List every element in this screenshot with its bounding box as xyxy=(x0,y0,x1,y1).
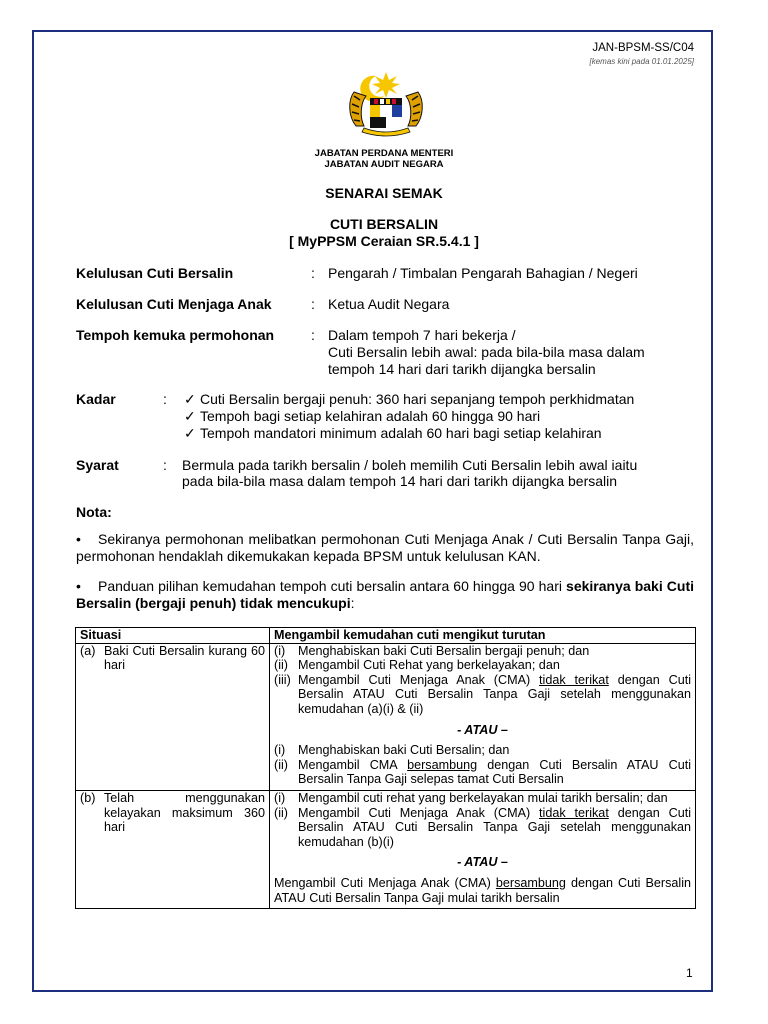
ministry-name: JABATAN PERDANA MENTERI xyxy=(314,148,454,159)
page-number: 1 xyxy=(686,966,693,980)
update-note: [kemas kini pada 01.01.2025] xyxy=(589,57,694,66)
table-header-row xyxy=(76,628,696,644)
check-icon: ✓ xyxy=(184,408,196,424)
coat-of-arms-icon xyxy=(340,70,432,142)
bullet-text: Sekiranya permohonan melibatkan permohonan Cuti Menjaga Anak / Cuti Bersalin Tanpa Gaji, permohonan hendaklah dikemukakan kepada BPSM untuk kelulusan KAN. xyxy=(76,531,694,564)
info-value: Cuti Bersalin lebih awal: pada bila-bila masa dalam xyxy=(328,344,645,360)
column-header: Situasi xyxy=(76,628,270,644)
info-label: Tempoh kemuka permohonan xyxy=(76,327,275,343)
info-value: Pengarah / Timbalan Pengarah Bahagian / Negeri xyxy=(328,265,638,281)
bullet-text: Panduan pilihan kemudahan tempoh cuti bersalin antara 60 hingga 90 hari sekiranya baki Cuti Bersalin (bergaji penuh) tidak mencukupi: xyxy=(76,578,694,611)
subtitle: CUTI BERSALIN xyxy=(329,216,439,232)
kadar-item: ✓ Tempoh bagi setiap kelahiran adalah 60 hingga 90 hari xyxy=(184,408,541,424)
column-header: Mengambil kemudahan cuti mengikut turutan xyxy=(270,628,696,644)
document-code: JAN-BPSM-SS/C04 xyxy=(592,42,694,54)
situation-cell: (b) Telah menggunakan kelayakan maksimum 360 hari xyxy=(76,790,270,908)
syarat-text: pada bila-bila masa dalam tempoh 14 hari dari tarikh dijangka bersalin xyxy=(182,473,618,489)
kadar-item: ✓ Cuti Bersalin bergaji penuh: 360 hari sepanjang tempoh perkhidmatan xyxy=(184,391,635,407)
syarat-label: Syarat xyxy=(76,457,119,473)
info-label: Kelulusan Cuti Menjaga Anak xyxy=(76,296,272,312)
department-name: JABATAN AUDIT NEGARA xyxy=(324,159,444,170)
bullet-icon: • xyxy=(76,578,81,594)
situation-table xyxy=(75,627,696,909)
page-title: SENARAI SEMAK xyxy=(325,185,443,201)
table-row xyxy=(76,643,696,790)
action-cell: (i) Menghabiskan baki Cuti Bersalin bergaji penuh; dan (ii) Mengambil Cuti Rehat yang berkelayakan; dan (iii) Mengambil Cuti Menjaga Anak (CMA) tidak terikat dengan Cuti Bersalin ATAU Cuti Bersalin Tanpa Gaji setelah menggunakan kemudahan (a)(i) & (ii) - ATAU – (i) Menghabiskan baki Cuti Bersalin; dan (ii) Mengambil CMA bersambung dengan Cuti Bersalin ATAU Cuti Bersalin Tanpa Gaji selepas tamat Cuti Bersalin xyxy=(270,643,696,790)
atau-separator: - ATAU – xyxy=(457,722,508,737)
atau-separator: - ATAU – xyxy=(457,855,508,870)
table-row xyxy=(76,790,696,908)
kadar-item: ✓ Tempoh mandatori minimum adalah 60 hari bagi setiap kelahiran xyxy=(184,425,602,441)
info-label: Kelulusan Cuti Bersalin xyxy=(76,265,234,281)
info-value: Ketua Audit Negara xyxy=(328,296,450,312)
info-value: tempoh 14 hari dari tarikh dijangka bersalin xyxy=(328,361,596,377)
check-icon: ✓ xyxy=(184,425,196,441)
reference: [ MyPPSM Ceraian SR.5.4.1 ] xyxy=(289,233,479,249)
kadar-label: Kadar xyxy=(76,391,116,407)
bullet-icon: • xyxy=(76,531,81,547)
action-cell: (i) Mengambil cuti rehat yang berkelayakan mulai tarikh bersalin; dan (ii) Mengambil Cuti Menjaga Anak (CMA) tidak terikat dengan Cuti Bersalin ATAU Cuti Bersalin Tanpa Gaji setelah menggunakan kemudahan (b)(i) - ATAU – Mengambil Cuti Menjaga Anak (CMA) bersambung dengan Cuti Bersalin ATAU Cuti Bersalin Tanpa Gaji mulai tarikh bersalin xyxy=(270,790,696,908)
nota-heading: Nota: xyxy=(76,504,112,520)
info-value: Dalam tempoh 7 hari bekerja / xyxy=(328,327,516,343)
syarat-text: Bermula pada tarikh bersalin / boleh memilih Cuti Bersalin lebih awal iaitu xyxy=(182,457,638,473)
check-icon: ✓ xyxy=(184,391,196,407)
situation-cell: (a) Baki Cuti Bersalin kurang 60 hari xyxy=(76,643,270,790)
